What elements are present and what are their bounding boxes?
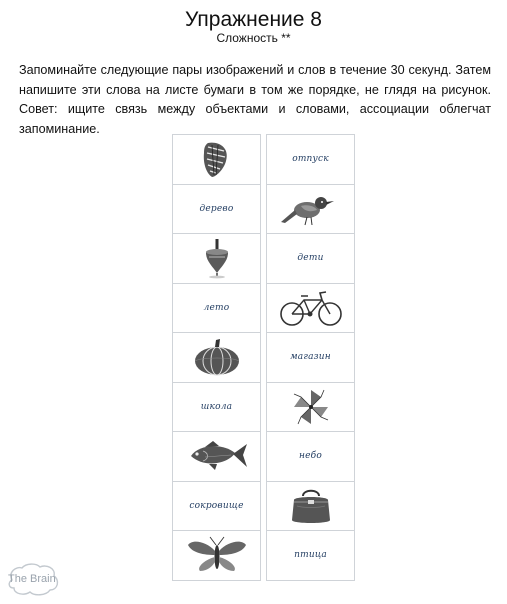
pair-3-image xyxy=(172,233,261,284)
pair-4-image xyxy=(266,283,355,334)
memory-pairs-grid xyxy=(172,134,355,580)
pair-2-image xyxy=(266,184,355,235)
pair-5-image xyxy=(172,332,261,383)
bag-icon xyxy=(289,486,333,526)
pair-7-word xyxy=(266,431,355,482)
pair-5-word xyxy=(266,332,355,383)
shell-icon xyxy=(200,139,234,179)
word-label: небо xyxy=(299,451,322,462)
pair-6-word xyxy=(172,382,261,433)
bicycle-icon xyxy=(278,288,344,328)
pair-2-word xyxy=(172,184,261,235)
word-label: магазин xyxy=(290,352,331,363)
page-title: Упражнение 8 xyxy=(185,8,322,31)
spinning-top-icon xyxy=(203,237,231,279)
pair-9-image xyxy=(172,530,261,581)
word-label: дерево xyxy=(199,203,234,214)
pair-6-image xyxy=(266,382,355,433)
instructions-text: Запоминайте следующие пары изображений и слов в течение 30 секунд. Затем напишите эти слова на листе бумаги в том же порядке, не глядя на рисунок. Совет: ищите связь между объектами и словами, ассоциации облегчат запоминание. xyxy=(19,63,491,136)
word-label: лето xyxy=(203,302,230,313)
pinwheel-icon xyxy=(291,387,331,427)
word-label: школа xyxy=(200,401,233,412)
pair-1-image xyxy=(172,134,261,185)
pair-8-word xyxy=(172,481,261,532)
pair-7-image xyxy=(172,431,261,482)
word-label: сокровище xyxy=(189,500,244,511)
bird-icon xyxy=(279,192,343,226)
pair-4-word xyxy=(172,283,261,334)
pair-8-image xyxy=(266,481,355,532)
fish-icon xyxy=(185,439,249,473)
word-label: дети xyxy=(297,253,324,264)
word-label: птица xyxy=(294,550,327,561)
pair-9-word xyxy=(266,530,355,581)
watermark-label: The Brain xyxy=(8,573,56,585)
difficulty-label: Сложность ** xyxy=(216,31,291,45)
word-label: отпуск xyxy=(292,154,329,165)
moth-icon xyxy=(186,535,248,575)
pumpkin-icon xyxy=(192,337,242,377)
pair-1-word xyxy=(266,134,355,185)
pair-3-word xyxy=(266,233,355,284)
